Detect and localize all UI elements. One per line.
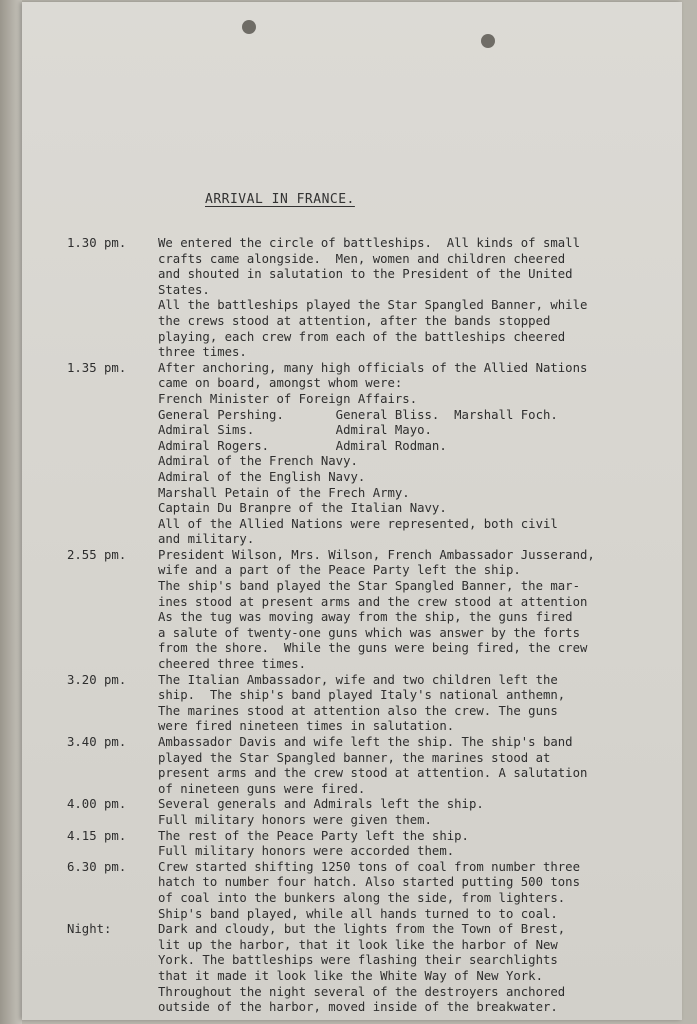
entry-line: General Pershing. General Bliss. Marshall Foch.	[158, 407, 558, 422]
entry-line: lit up the harbor, that it look like the harbor of New	[158, 937, 558, 952]
entry-text	[158, 922, 667, 1016]
entry-time: 2.55 pm.	[67, 547, 127, 562]
entry-text	[158, 829, 667, 860]
log-entry	[67, 829, 667, 860]
entry-line: We entered the circle of battleships. All kinds of small	[158, 236, 580, 250]
log-entries	[67, 236, 667, 1016]
entry-line: States.	[158, 282, 210, 297]
entry-time: 3.20 pm.	[67, 672, 127, 687]
entry-line: The Italian Ambassador, wife and two children left the	[158, 672, 558, 687]
entry-line: The rest of the Peace Party left the ship.	[158, 828, 469, 843]
entry-line: Full military honors were given them.	[158, 812, 432, 827]
entry-text	[158, 548, 667, 673]
entry-time: 1.35 pm.	[67, 360, 127, 375]
entry-line: outside of the harbor, moved inside of the breakwater.	[158, 1000, 558, 1015]
log-entry	[67, 361, 667, 548]
entry-line: Admiral Rogers. Admiral Rodman.	[158, 438, 447, 453]
punch-hole	[242, 20, 256, 34]
page-title: ARRIVAL IN FRANCE.	[205, 192, 355, 207]
log-entry	[67, 548, 667, 673]
entry-text	[158, 236, 667, 361]
entry-time: Night:	[67, 922, 112, 937]
entry-text	[158, 735, 667, 797]
entry-line: wife and a part of the Peace Party left the ship.	[158, 563, 521, 578]
log-entry	[67, 735, 667, 797]
entry-line: present arms and the crew stood at attention. A salutation	[158, 766, 588, 781]
entry-line: Captain Du Branpre of the Italian Navy.	[158, 501, 447, 516]
entry-line: Ship's band played, while all hands turned to to coal.	[158, 906, 558, 921]
entry-line: played the Star Spangled banner, the marines stood at	[158, 750, 551, 765]
entry-line: and military.	[158, 532, 255, 547]
log-entry	[67, 860, 667, 922]
entry-time: 4.15 pm.	[67, 828, 127, 843]
entry-line: of coal into the bunkers along the side, from lighters.	[158, 890, 566, 905]
entry-line: a salute of twenty-one guns which was answer by the forts	[158, 625, 580, 640]
entry-line: As the tug was moving away from the ship, the guns fired	[158, 610, 573, 625]
log-entry	[67, 922, 667, 1016]
entry-text	[158, 860, 667, 922]
entry-line: playing, each crew from each of the battleships cheered	[158, 329, 566, 344]
entry-line: Several generals and Admirals left the ship.	[158, 797, 484, 812]
entry-line: cheered three times.	[158, 657, 307, 672]
entry-line: The ship's band played the Star Spangled Banner, the mar-	[158, 579, 580, 594]
entry-line: the crews stood at attention, after the bands stopped	[158, 313, 551, 328]
entry-time: 1.30 pm.	[67, 236, 127, 250]
entry-line: that it made it look like the White Way of New York.	[158, 968, 543, 983]
entry-line: York. The battleships were flashing their searchlights	[158, 953, 558, 968]
entry-text	[158, 361, 667, 548]
entry-text	[158, 797, 667, 828]
log-entry	[67, 236, 667, 361]
entry-text	[158, 673, 667, 735]
punch-hole	[481, 34, 495, 48]
entry-line: three times.	[158, 345, 247, 360]
entry-line: Throughout the night several of the destroyers anchored	[158, 984, 566, 999]
entry-line: Full military honors were accorded them.	[158, 844, 455, 859]
entry-line: Dark and cloudy, but the lights from the Town of Brest,	[158, 922, 566, 937]
entry-line: Ambassador Davis and wife left the ship. The ship's band	[158, 735, 573, 749]
entry-line: All of the Allied Nations were represented, both civil	[158, 516, 558, 531]
entry-line: The marines stood at attention also the crew. The guns	[158, 703, 558, 718]
entry-line: French Minister of Foreign Affairs.	[158, 391, 418, 406]
log-entry	[67, 797, 667, 828]
entry-line: hatch to number four hatch. Also started putting 500 tons	[158, 875, 580, 890]
left-edge-shadow	[0, 0, 22, 1024]
entry-line: Marshall Petain of the Frech Army.	[158, 485, 410, 500]
entry-line: came on board, amongst whom were:	[158, 376, 403, 391]
entry-line: Admiral Sims. Admiral Mayo.	[158, 423, 432, 438]
entry-line: Admiral of the French Navy.	[158, 454, 358, 469]
entry-line: Admiral of the English Navy.	[158, 469, 366, 484]
log-entry	[67, 673, 667, 735]
entry-time: 3.40 pm.	[67, 735, 127, 749]
entry-line: and shouted in salutation to the President of the United	[158, 267, 573, 282]
entry-time: 6.30 pm.	[67, 859, 127, 874]
entry-line: ines stood at present arms and the crew stood at attention	[158, 594, 588, 609]
entry-line: of nineteen guns were fired.	[158, 781, 366, 796]
entry-line: were fired nineteen times in salutation.	[158, 719, 455, 734]
entry-line: Crew started shifting 1250 tons of coal from number three	[158, 859, 580, 874]
entry-line: ship. The ship's band played Italy's national anthemn,	[158, 688, 566, 703]
entry-line: President Wilson, Mrs. Wilson, French Ambassador Jusserand,	[158, 547, 595, 562]
entry-line: All the battleships played the Star Spangled Banner, while	[158, 298, 588, 313]
entry-line: from the shore. While the guns were being fired, the crew	[158, 641, 588, 656]
entry-time: 4.00 pm.	[67, 797, 127, 812]
entry-line: After anchoring, many high officials of the Allied Nations	[158, 360, 588, 375]
entry-line: crafts came alongside. Men, women and children cheered	[158, 251, 566, 266]
